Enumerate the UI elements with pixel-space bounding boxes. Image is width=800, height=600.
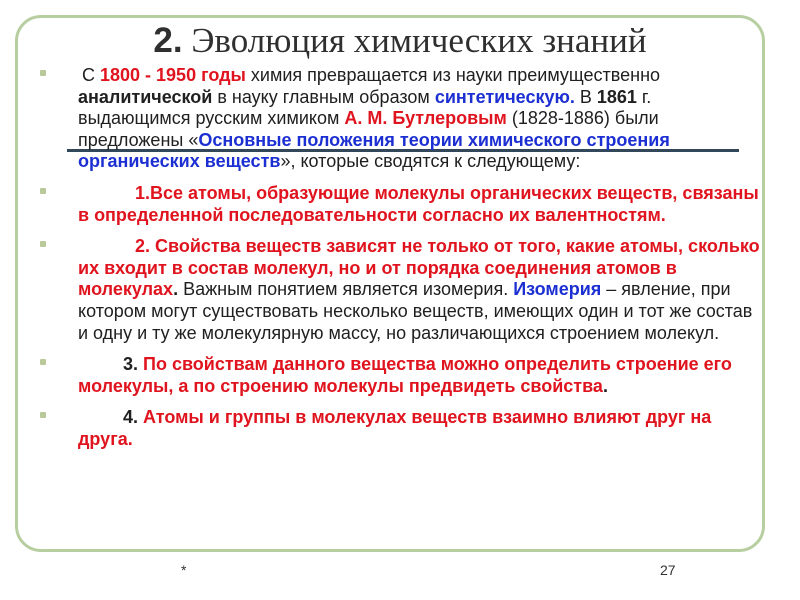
list-item-1 xyxy=(40,183,760,226)
title-number: 2. xyxy=(153,21,183,60)
page-number: 27 xyxy=(660,562,676,578)
butlerov-name: А. М. Бутлеровым xyxy=(344,108,507,129)
synthetic-term: синтетическую. xyxy=(434,86,575,107)
text: химия превращается из науки преимущественно xyxy=(245,65,661,85)
text: . xyxy=(173,279,179,300)
title-text: Эволюция химических знаний xyxy=(182,21,647,60)
postulate-1: 1.Все атомы, образующие молекулы органических веществ, связаны в определенной последовательности согласно их валентностям. xyxy=(78,182,759,225)
list-item-intro xyxy=(40,65,760,173)
footer-mark: * xyxy=(181,562,187,578)
list-item-2 xyxy=(40,236,760,344)
bullet-icon xyxy=(40,241,46,247)
isomerism-term: Изомерия xyxy=(513,279,602,300)
text: Важным понятием является изомерия. xyxy=(178,279,514,300)
list-item-3 xyxy=(40,354,760,397)
slide-title xyxy=(0,21,800,61)
bullet-icon xyxy=(40,359,46,365)
theory-title: Основные положения теории химического строения органических веществ xyxy=(78,129,670,172)
analytic-term: аналитической xyxy=(78,86,213,107)
text: », которые сводятся к следующему: xyxy=(280,151,581,172)
bullet-icon xyxy=(40,412,46,418)
text: г. выдающимся русским химиком xyxy=(78,86,652,129)
postulate-3: По свойствам данного вещества можно определить строение его молекулы, а по строению молекулы предвидеть свойства xyxy=(78,354,732,396)
text: в науку главным образом xyxy=(212,86,435,107)
postulate-4: Атомы и группы в молекулах веществ взаимно влияют друг на друга. xyxy=(78,407,712,449)
year-1861: 1861 xyxy=(596,86,637,107)
text: . xyxy=(602,375,608,396)
text: (1828-1886) были предложены « xyxy=(78,108,659,150)
slide-content xyxy=(40,65,760,461)
postulate-2: 2. Свойства веществ зависят не только от того, какие атомы, сколько их входит в состав молекул, но и от порядка соединения атомов в молекулах xyxy=(78,236,760,300)
text: С xyxy=(82,65,100,85)
bullet-icon xyxy=(40,70,46,76)
postulate-4-number: 4. xyxy=(123,407,139,428)
list-item-4 xyxy=(40,407,760,450)
text: – явление, при котором могут существовать несколько веществ, имеющих один и тот же состав и одну и ту же молекулярную массу, но различающихся строением молекул. xyxy=(78,279,753,343)
bullet-icon xyxy=(40,188,46,194)
postulate-3-number: 3. xyxy=(123,354,139,375)
text: В xyxy=(574,86,597,107)
years-highlight: 1800 - 1950 годы xyxy=(100,65,246,85)
